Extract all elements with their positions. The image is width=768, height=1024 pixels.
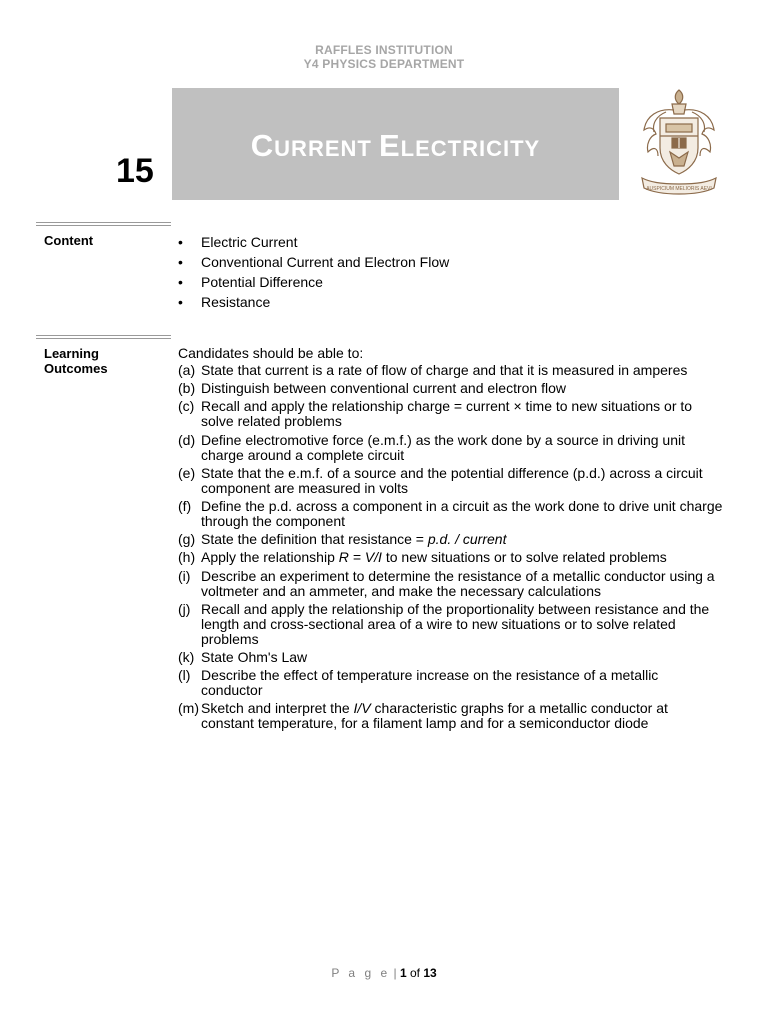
- item-text: characteristic graphs for a metallic conductor at constant temperature, for a filament lamp and for a semiconductor diode: [201, 700, 668, 732]
- list-item: • Electric Current: [178, 233, 449, 253]
- header-department: Y4 PHYSICS DEPARTMENT: [303, 57, 465, 71]
- item-text: State Ohm's Law: [201, 648, 308, 665]
- page-footer: [0, 966, 768, 980]
- title-rest: URRENT: [274, 136, 372, 161]
- learning-outcomes-label: [44, 346, 108, 376]
- current-page: 1: [399, 966, 407, 980]
- item-text: Recall and apply the relationship charge = current × time to new situations or to solve related problems: [201, 398, 693, 430]
- item-text: Distinguish between conventional current and electron flow: [201, 380, 566, 397]
- list-item: [178, 701, 723, 731]
- item-formula: R = V/I: [338, 549, 382, 566]
- label-line: Learning: [44, 346, 99, 361]
- item-text: Recall and apply the relationship of the proportionality between resistance and the length and cross-sectional area of a wire to new situations or to solve related problems: [201, 600, 710, 647]
- footer-of: of: [409, 966, 420, 980]
- item-text: State that current is a rate of flow of charge and that it is measured in amperes: [201, 362, 688, 378]
- item-marker: (l): [178, 667, 191, 684]
- section-divider: [36, 222, 171, 226]
- list-item: • Conventional Current and Electron Flow: [178, 253, 449, 273]
- item-text: to new situations or to solve related problems: [381, 549, 667, 566]
- outcomes-list: [178, 363, 723, 734]
- item-marker: (g): [178, 531, 196, 548]
- list-item: [178, 550, 723, 565]
- title-rest: LECTRICITY: [400, 136, 541, 161]
- school-crest-icon: [636, 86, 722, 200]
- list-item: [178, 399, 723, 429]
- page-word: P a g e: [331, 966, 391, 980]
- chapter-title: [172, 128, 619, 164]
- item-text: Define electromotive force (e.m.f.) as the work done by a source in driving unit charge around a complete circuit: [201, 431, 685, 463]
- title-cap: C: [250, 128, 275, 163]
- total-pages: 13: [423, 966, 437, 980]
- footer-separator: |: [393, 966, 397, 980]
- list-item: [178, 381, 723, 396]
- list-item: [178, 569, 723, 599]
- item-marker: (b): [178, 380, 196, 397]
- list-item: • Potential Difference: [178, 273, 449, 293]
- item-text: Describe an experiment to determine the resistance of a metallic conductor using a voltmeter and an ammeter, and make the necessary calculations: [201, 567, 715, 599]
- list-item: [178, 668, 723, 698]
- item-text: State that the e.m.f. of a source and the potential difference (p.d.) across a circuit component are measured in volts: [201, 464, 703, 496]
- list-item: [178, 650, 723, 665]
- item-text: State the definition that resistance =: [201, 531, 428, 548]
- label-line: Outcomes: [44, 361, 108, 376]
- content-list: [178, 233, 449, 313]
- list-item: [178, 363, 723, 378]
- item-marker: (e): [178, 464, 196, 481]
- item-marker: (d): [178, 431, 196, 448]
- item-marker: (i): [178, 567, 191, 584]
- item-text: Apply the relationship: [201, 549, 339, 566]
- section-divider: [36, 335, 171, 339]
- list-item: [178, 602, 723, 647]
- item-marker: (c): [178, 398, 195, 415]
- list-item: [178, 532, 723, 547]
- content-label: Content: [44, 233, 94, 248]
- item-marker: (f): [178, 497, 192, 514]
- item-marker: (h): [178, 549, 196, 566]
- header-institution: RAFFLES INSTITUTION: [315, 43, 453, 57]
- item-text: Define the p.d. across a component in a circuit as the work done to drive unit charge through the component: [201, 497, 723, 529]
- item-marker: (a): [178, 362, 196, 378]
- item-formula: I/V: [353, 700, 371, 717]
- title-banner: [172, 88, 619, 200]
- item-formula: p.d. / current: [427, 531, 507, 548]
- list-item: [178, 466, 723, 496]
- svg-text:AUSPICIUM MELIORIS AEVI: AUSPICIUM MELIORIS AEVI: [646, 186, 712, 192]
- list-item: [178, 499, 723, 529]
- list-item: [178, 433, 723, 463]
- item-text: Describe the effect of temperature increase on the resistance of a metallic conductor: [201, 667, 659, 699]
- list-item: • Resistance: [178, 293, 449, 313]
- title-cap: E: [378, 128, 401, 163]
- chapter-number: 15: [116, 152, 154, 190]
- item-marker: (k): [178, 648, 195, 665]
- outcomes-intro: Candidates should be able to:: [178, 345, 364, 361]
- item-marker: (m): [178, 700, 199, 717]
- item-text: Sketch and interpret the: [201, 700, 354, 717]
- item-marker: (j): [178, 600, 191, 617]
